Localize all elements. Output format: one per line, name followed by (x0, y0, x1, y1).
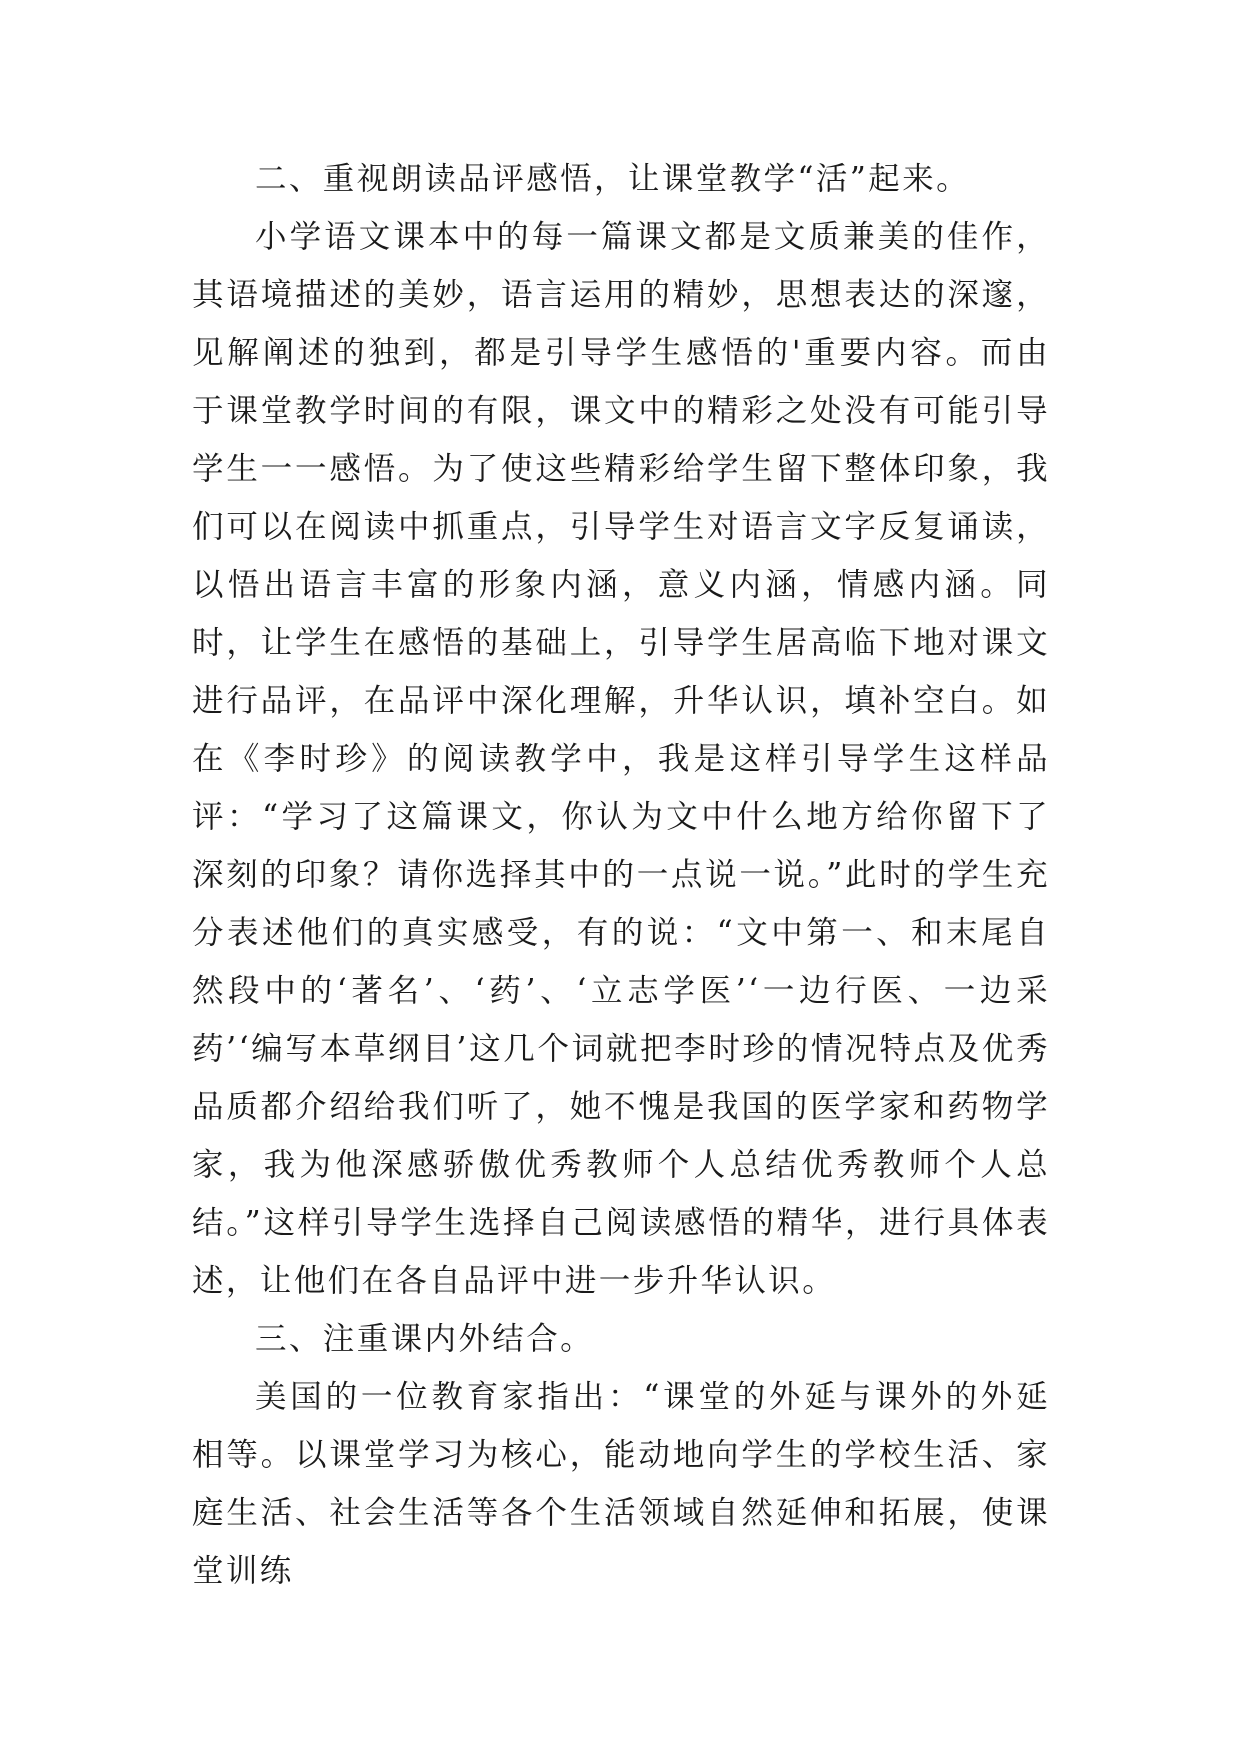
section-heading-2: 二、重视朗读品评感悟，让课堂教学“活”起来。 (255, 161, 971, 197)
section-heading-3: 三、注重课内外结合。 (255, 1321, 595, 1357)
document-page (192, 150, 1050, 1600)
body-paragraph-2: 美国的一位教育家指出：“课堂的外延与课外的外延相等。以课堂学习为核心，能动地向学生的学校生活、家庭生活、社会生活等各个生活领域自然延伸和拓展，使课堂训练 (192, 1379, 1050, 1589)
body-paragraph-1: 小学语文课本中的每一篇课文都是文质兼美的佳作，其语境描述的美妙，语言运用的精妙，思想表达的深邃，见解阐述的独到，都是引导学生感悟的'重要内容。而由于课堂教学时间的有限，课文中的精彩之处没有可能引导学生一一感悟。为了使这些精彩给学生留下整体印象，我们可以在阅读中抓重点，引导学生对语言文字反复诵读，以悟出语言丰富的形象内涵，意义内涵，情感内涵。同时，让学生在感悟的基础上，引导学生居高临下地对课文进行品评，在品评中深化理解，升华认识，填补空白。如在《李时珍》的阅读教学中，我是这样引导学生这样品评：“学习了这篇课文，你认为文中什么地方给你留下了深刻的印象？请你选择其中的一点说一说。”此时的学生充分表述他们的真实感受，有的说：“文中第一、和末尾自然段中的‘著名’、‘药’、‘立志学医’‘一边行医、一边采药’‘编写本草纲目’这几个词就把李时珍的情况特点及优秀品质都介绍给我们听了，她不愧是我国的医学家和药物学家，我为他深感骄傲优秀教师个人总结优秀教师个人总结。”这样引导学生选择自己阅读感悟的精华，进行具体表述，让他们在各自品评中进一步升华认识。 (192, 219, 1050, 1299)
